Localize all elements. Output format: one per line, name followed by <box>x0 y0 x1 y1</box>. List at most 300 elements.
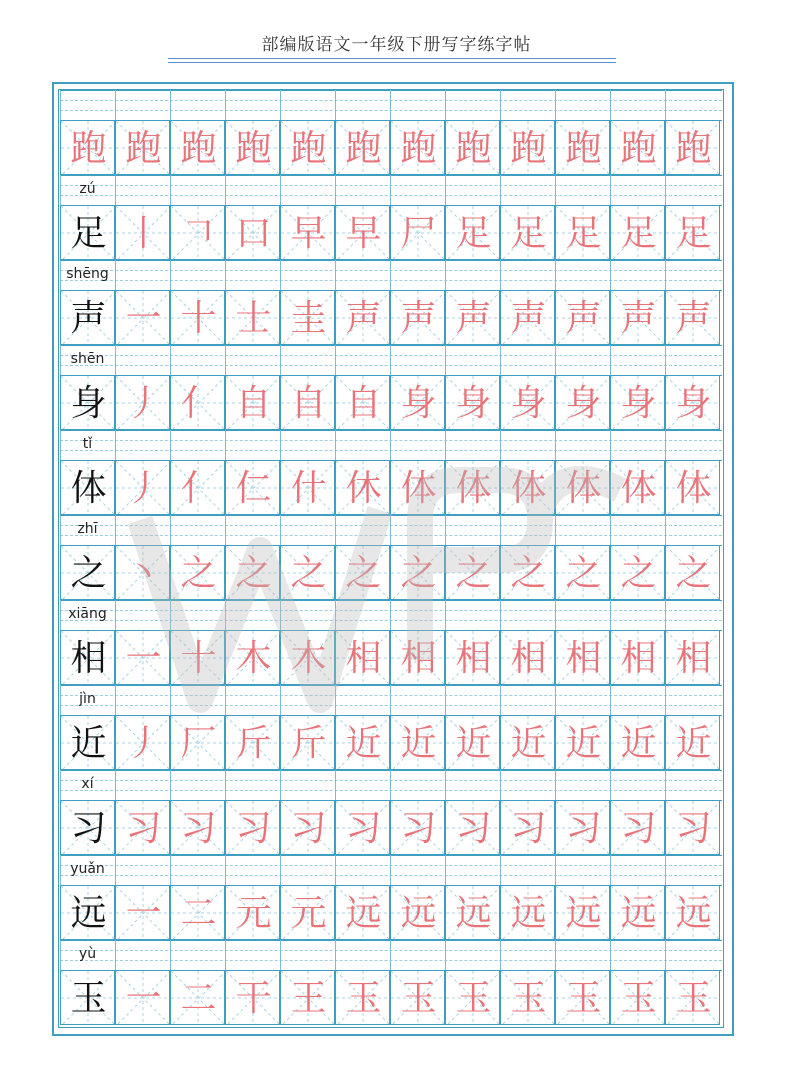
model-character-cell <box>60 290 115 345</box>
practice-row <box>60 345 722 430</box>
practice-row <box>60 685 722 770</box>
stroke-order-cell <box>335 970 390 1025</box>
stroke-step-character: 玉 <box>455 978 492 1019</box>
practice-row <box>60 430 722 515</box>
stroke-step-character: 之 <box>620 553 657 594</box>
stroke-order-cell <box>610 630 665 685</box>
stroke-order-cell <box>280 120 335 175</box>
stroke-order-cell <box>225 885 280 940</box>
pinyin-cell <box>115 940 170 970</box>
stroke-step-character: 丶 <box>125 553 162 594</box>
stroke-step-character: 近 <box>345 723 382 764</box>
pinyin-cell <box>390 515 445 545</box>
pinyin-cell <box>390 175 445 205</box>
stroke-step-character: 玉 <box>510 978 547 1019</box>
stroke-order-cell <box>390 205 445 260</box>
pinyin-cell <box>555 260 610 290</box>
pinyin-cell <box>665 90 720 120</box>
stroke-order-cell <box>335 375 390 430</box>
stroke-step-character: 声 <box>510 298 547 339</box>
stroke-order-cell <box>665 290 720 345</box>
stroke-order-cell <box>610 460 665 515</box>
stroke-step-character: 自 <box>290 383 327 424</box>
stroke-order-cell <box>390 715 445 770</box>
pinyin-cell <box>500 260 555 290</box>
pinyin-cell <box>555 600 610 630</box>
stroke-step-character: 玉 <box>620 978 657 1019</box>
pinyin-label: shēn <box>70 351 105 367</box>
pinyin-cell <box>115 515 170 545</box>
stroke-order-cell <box>225 205 280 260</box>
stroke-step-character: 足 <box>675 213 712 254</box>
model-character: 声 <box>70 298 107 339</box>
pinyin-band <box>60 600 722 630</box>
stroke-step-character: 自 <box>235 383 272 424</box>
stroke-step-character: 休 <box>345 468 382 509</box>
stroke-order-cell <box>555 885 610 940</box>
stroke-step-character: 声 <box>455 298 492 339</box>
stroke-order-cell <box>500 375 555 430</box>
stroke-step-character: 跑 <box>180 128 217 169</box>
stroke-order-cell <box>665 715 720 770</box>
pinyin-cell <box>390 90 445 120</box>
pinyin-cell <box>225 940 280 970</box>
stroke-order-cell <box>610 885 665 940</box>
pinyin-cell <box>445 685 500 715</box>
stroke-order-cell <box>390 800 445 855</box>
pinyin-label: tǐ <box>82 436 93 452</box>
stroke-step-character: 近 <box>455 723 492 764</box>
stroke-step-character: 习 <box>235 808 272 849</box>
pinyin-cell <box>280 345 335 375</box>
pinyin-cell <box>280 940 335 970</box>
stroke-order-cell <box>335 630 390 685</box>
model-character: 相 <box>70 638 107 679</box>
stroke-order-cell <box>665 375 720 430</box>
pinyin-cell <box>170 855 225 885</box>
stroke-order-cell <box>500 630 555 685</box>
stroke-step-character: 跑 <box>510 128 547 169</box>
stroke-order-cell <box>445 290 500 345</box>
practice-row <box>60 770 722 855</box>
stroke-order-cell <box>390 120 445 175</box>
pinyin-cell <box>500 430 555 460</box>
stroke-order-cell <box>445 460 500 515</box>
pinyin-cell <box>555 855 610 885</box>
stroke-order-cell <box>115 800 170 855</box>
stroke-order-cell <box>555 715 610 770</box>
stroke-step-character: 丨 <box>125 213 162 254</box>
stroke-order-cell <box>335 205 390 260</box>
stroke-step-character: 玉 <box>400 978 437 1019</box>
model-character: 体 <box>70 468 107 509</box>
pinyin-cell <box>335 855 390 885</box>
pinyin-cell <box>445 770 500 800</box>
pinyin-label: zú <box>79 181 96 197</box>
stroke-step-character: 相 <box>620 638 657 679</box>
pinyin-band <box>60 345 722 375</box>
stroke-order-cell <box>335 460 390 515</box>
pinyin-label: shēng <box>66 266 109 282</box>
pinyin-cell <box>610 940 665 970</box>
stroke-step-character: 之 <box>400 553 437 594</box>
stroke-step-character: 声 <box>345 298 382 339</box>
pinyin-cell <box>555 90 610 120</box>
stroke-step-character: 圭 <box>290 298 327 339</box>
pinyin-cell <box>225 345 280 375</box>
stroke-order-cell <box>225 715 280 770</box>
pinyin-band <box>60 770 722 800</box>
model-character-cell <box>60 375 115 430</box>
pinyin-cell <box>390 430 445 460</box>
stroke-order-cell <box>500 800 555 855</box>
stroke-order-cell <box>555 970 610 1025</box>
pinyin-cell <box>335 515 390 545</box>
stroke-order-cell <box>280 970 335 1025</box>
pinyin-cell <box>280 600 335 630</box>
stroke-order-cell <box>390 970 445 1025</box>
stroke-order-cell <box>500 205 555 260</box>
pinyin-cell <box>390 770 445 800</box>
stroke-order-cell <box>665 885 720 940</box>
pinyin-cell <box>280 515 335 545</box>
pinyin-cell <box>225 430 280 460</box>
stroke-order-cell <box>280 375 335 430</box>
stroke-step-character: 之 <box>235 553 272 594</box>
model-character-cell <box>60 630 115 685</box>
stroke-step-character: 身 <box>565 383 602 424</box>
pinyin-cell <box>335 345 390 375</box>
stroke-step-character: 之 <box>455 553 492 594</box>
stroke-step-character: 跑 <box>400 128 437 169</box>
stroke-order-cell <box>500 460 555 515</box>
stroke-order-cell <box>390 290 445 345</box>
pinyin-cell <box>335 90 390 120</box>
stroke-order-cell <box>610 970 665 1025</box>
model-character: 足 <box>70 213 107 254</box>
stroke-order-cell <box>445 545 500 600</box>
stroke-step-character: 之 <box>565 553 602 594</box>
stroke-order-cell <box>170 205 225 260</box>
model-character: 玉 <box>70 978 107 1019</box>
pinyin-cell <box>115 685 170 715</box>
stroke-step-character: 相 <box>345 638 382 679</box>
stroke-step-character: 身 <box>455 383 492 424</box>
pinyin-label: yuǎn <box>70 861 105 877</box>
stroke-step-character: 近 <box>510 723 547 764</box>
stroke-order-cell <box>390 630 445 685</box>
model-character: 近 <box>70 723 107 764</box>
stroke-order-cell <box>335 545 390 600</box>
stroke-order-cell <box>170 375 225 430</box>
stroke-step-character: 足 <box>455 213 492 254</box>
pinyin-cell <box>445 855 500 885</box>
stroke-order-cell <box>445 970 500 1025</box>
practice-row <box>60 940 722 1025</box>
stroke-order-cell <box>665 205 720 260</box>
pinyin-label: xí <box>81 776 94 792</box>
pinyin-cell <box>610 345 665 375</box>
model-character-cell <box>60 885 115 940</box>
stroke-order-cell <box>665 120 720 175</box>
pinyin-cell <box>500 515 555 545</box>
pinyin-label: yù <box>78 946 97 962</box>
stroke-order-cell <box>555 120 610 175</box>
pinyin-cell <box>555 685 610 715</box>
stroke-order-cell <box>280 885 335 940</box>
stroke-order-cell <box>170 120 225 175</box>
stroke-order-cell <box>170 715 225 770</box>
pinyin-cell <box>390 600 445 630</box>
stroke-order-cell <box>225 970 280 1025</box>
character-grid-band <box>60 800 722 855</box>
stroke-step-character: 习 <box>620 808 657 849</box>
pinyin-cell <box>280 175 335 205</box>
pinyin-cell <box>170 770 225 800</box>
pinyin-cell <box>280 855 335 885</box>
stroke-step-character: 跑 <box>235 128 272 169</box>
stroke-step-character: 体 <box>620 468 657 509</box>
stroke-step-character: 木 <box>235 638 272 679</box>
pinyin-cell <box>335 940 390 970</box>
pinyin-cell <box>445 175 500 205</box>
pinyin-cell <box>390 940 445 970</box>
stroke-step-character: 体 <box>510 468 547 509</box>
stroke-order-cell <box>115 970 170 1025</box>
stroke-step-character: 远 <box>400 893 437 934</box>
stroke-order-cell <box>280 290 335 345</box>
stroke-step-character: 十 <box>180 298 217 339</box>
pinyin-cell <box>555 345 610 375</box>
stroke-step-character: 身 <box>620 383 657 424</box>
stroke-step-character: 丿 <box>125 468 162 509</box>
stroke-order-cell <box>555 205 610 260</box>
stroke-step-character: 木 <box>290 638 327 679</box>
pinyin-cell <box>555 940 610 970</box>
pinyin-cell <box>335 430 390 460</box>
stroke-step-character: 远 <box>455 893 492 934</box>
pinyin-band <box>60 260 722 290</box>
pinyin-band <box>60 175 722 205</box>
model-character-cell <box>60 715 115 770</box>
stroke-step-character: 习 <box>345 808 382 849</box>
stroke-step-character: 厂 <box>180 723 217 764</box>
pinyin-cell <box>665 430 720 460</box>
model-character-cell <box>60 460 115 515</box>
stroke-order-cell <box>170 800 225 855</box>
pinyin-cell <box>225 90 280 120</box>
model-character-cell <box>60 205 115 260</box>
pinyin-cell <box>610 855 665 885</box>
pinyin-cell <box>500 685 555 715</box>
stroke-step-character: 声 <box>565 298 602 339</box>
stroke-order-cell <box>225 630 280 685</box>
stroke-order-cell <box>335 800 390 855</box>
pinyin-cell <box>500 345 555 375</box>
stroke-order-cell <box>115 460 170 515</box>
stroke-order-cell <box>225 800 280 855</box>
stroke-order-cell <box>500 970 555 1025</box>
pinyin-cell <box>610 175 665 205</box>
stroke-step-character: 近 <box>400 723 437 764</box>
pinyin-cell <box>280 260 335 290</box>
stroke-order-cell <box>610 205 665 260</box>
title-underline-second <box>168 62 616 63</box>
stroke-order-cell <box>115 630 170 685</box>
stroke-order-cell <box>500 120 555 175</box>
pinyin-cell <box>665 855 720 885</box>
stroke-step-character: 斤 <box>235 723 272 764</box>
stroke-step-character: 远 <box>345 893 382 934</box>
stroke-order-cell <box>390 885 445 940</box>
character-grid-band <box>60 885 722 940</box>
stroke-order-cell <box>445 800 500 855</box>
stroke-step-character: 声 <box>620 298 657 339</box>
pinyin-cell <box>280 90 335 120</box>
stroke-order-cell <box>555 630 610 685</box>
stroke-step-character: 一 <box>125 298 162 339</box>
stroke-order-cell <box>390 460 445 515</box>
stroke-step-character: 之 <box>675 553 712 594</box>
pinyin-cell <box>445 600 500 630</box>
stroke-step-character: 身 <box>400 383 437 424</box>
stroke-step-character: 近 <box>565 723 602 764</box>
pinyin-cell <box>280 685 335 715</box>
model-character-cell <box>60 545 115 600</box>
pinyin-cell <box>500 770 555 800</box>
pinyin-cell <box>115 770 170 800</box>
pinyin-label: xiāng <box>68 606 107 622</box>
model-character-cell <box>60 970 115 1025</box>
stroke-order-cell <box>445 885 500 940</box>
stroke-order-cell <box>555 290 610 345</box>
stroke-order-cell <box>115 715 170 770</box>
stroke-order-cell <box>555 460 610 515</box>
stroke-step-character: 一 <box>125 638 162 679</box>
pinyin-band <box>60 515 722 545</box>
stroke-step-character: 跑 <box>455 128 492 169</box>
model-character-cell <box>60 120 115 175</box>
pinyin-cell <box>225 175 280 205</box>
stroke-step-character: 体 <box>400 468 437 509</box>
stroke-order-cell <box>665 460 720 515</box>
pinyin-cell <box>170 345 225 375</box>
pinyin-cell <box>225 770 280 800</box>
stroke-step-character: 丿 <box>125 383 162 424</box>
stroke-step-character: 元 <box>235 893 272 934</box>
model-character: 跑 <box>70 128 107 169</box>
pinyin-cell <box>390 260 445 290</box>
stroke-order-cell <box>500 290 555 345</box>
stroke-order-cell <box>610 120 665 175</box>
pinyin-cell <box>610 260 665 290</box>
stroke-step-character: 二 <box>180 893 217 934</box>
stroke-step-character: 相 <box>565 638 602 679</box>
stroke-step-character: 斤 <box>290 723 327 764</box>
character-grid-band <box>60 375 722 430</box>
pinyin-label: zhī <box>77 521 98 537</box>
model-character-cell <box>60 800 115 855</box>
pinyin-band <box>60 430 722 460</box>
pinyin-cell <box>610 430 665 460</box>
character-grid-band <box>60 460 722 515</box>
stroke-order-cell <box>500 885 555 940</box>
pinyin-cell <box>555 430 610 460</box>
stroke-step-character: 一 <box>125 978 162 1019</box>
pinyin-cell <box>225 855 280 885</box>
stroke-step-character: 习 <box>455 808 492 849</box>
model-character: 远 <box>70 893 107 934</box>
stroke-step-character: 尸 <box>400 213 437 254</box>
stroke-order-cell <box>225 460 280 515</box>
stroke-order-cell <box>115 290 170 345</box>
model-character: 习 <box>70 808 107 849</box>
stroke-step-character: 习 <box>125 808 162 849</box>
stroke-order-cell <box>445 630 500 685</box>
pinyin-cell <box>115 345 170 375</box>
pinyin-cell <box>335 685 390 715</box>
stroke-step-character: 声 <box>675 298 712 339</box>
pinyin-cell <box>115 855 170 885</box>
stroke-order-cell <box>170 460 225 515</box>
pinyin-cell <box>390 855 445 885</box>
stroke-order-cell <box>335 885 390 940</box>
stroke-order-cell <box>115 375 170 430</box>
stroke-order-cell <box>225 290 280 345</box>
stroke-step-character: 跑 <box>675 128 712 169</box>
pinyin-cell <box>225 685 280 715</box>
stroke-step-character: 跑 <box>345 128 382 169</box>
stroke-order-cell <box>335 715 390 770</box>
stroke-step-character: 体 <box>675 468 712 509</box>
pinyin-cell <box>390 685 445 715</box>
pinyin-cell <box>115 260 170 290</box>
pinyin-band <box>60 940 722 970</box>
stroke-order-cell <box>610 800 665 855</box>
stroke-step-character: 𠃍 <box>180 213 217 254</box>
stroke-order-cell <box>610 715 665 770</box>
pinyin-cell <box>445 940 500 970</box>
pinyin-cell <box>610 685 665 715</box>
stroke-order-cell <box>225 375 280 430</box>
stroke-step-character: 一 <box>125 893 162 934</box>
pinyin-cell <box>555 175 610 205</box>
stroke-step-character: 玉 <box>675 978 712 1019</box>
pinyin-cell <box>665 260 720 290</box>
character-grid-band <box>60 970 722 1025</box>
stroke-order-cell <box>445 715 500 770</box>
stroke-step-character: 体 <box>455 468 492 509</box>
pinyin-cell <box>115 175 170 205</box>
stroke-step-character: 早 <box>290 213 327 254</box>
character-grid-band <box>60 545 722 600</box>
stroke-order-cell <box>115 545 170 600</box>
stroke-order-cell <box>280 715 335 770</box>
stroke-order-cell <box>115 885 170 940</box>
practice-row <box>60 515 722 600</box>
stroke-step-character: 相 <box>400 638 437 679</box>
stroke-order-cell <box>610 375 665 430</box>
pinyin-cell <box>170 260 225 290</box>
stroke-order-cell <box>500 715 555 770</box>
stroke-order-cell <box>225 120 280 175</box>
stroke-step-character: 习 <box>510 808 547 849</box>
pinyin-cell <box>60 90 115 120</box>
stroke-step-character: 口 <box>235 213 272 254</box>
stroke-step-character: 体 <box>565 468 602 509</box>
pinyin-cell <box>170 515 225 545</box>
pinyin-cell <box>445 260 500 290</box>
